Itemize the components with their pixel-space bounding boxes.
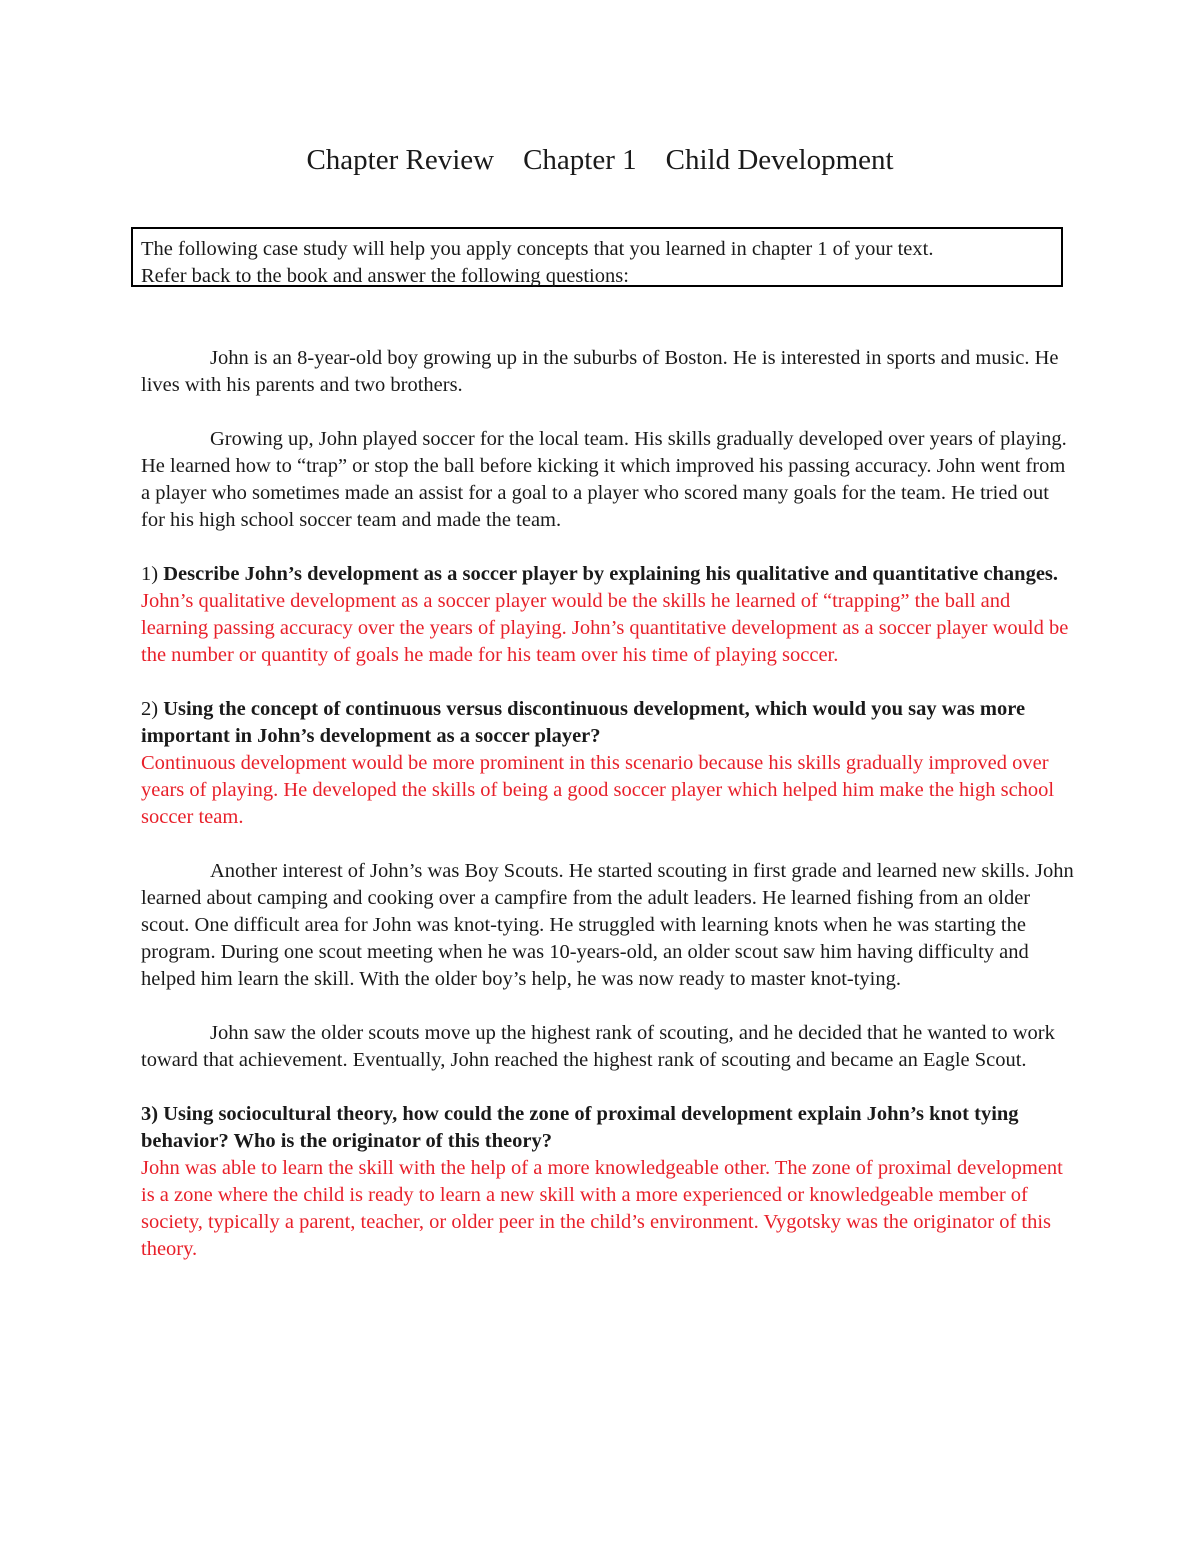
question-2-text: Using the concept of continuous versus discontinuous development, which would you say was more important in John’s development as a soccer player? [141, 698, 1026, 747]
instructions-line-1: The following case study will help you apply concepts that you learned in chapter 1 of your text. [141, 238, 934, 260]
page-title: Chapter Review Chapter 1 Child Development [306, 144, 894, 176]
case-paragraph-4: John saw the older scouts move up the highest rank of scouting, and he decided that he wanted to work toward that achievement. Eventually, John reached the highest rank of scouting and became an Eagle Scout. [141, 1022, 1055, 1071]
instructions-box [131, 227, 1063, 287]
answer-3: John was able to learn the skill with the help of a more knowledgeable other. The zone of proximal development is a zone where the child is ready to learn a new skill with a more experienced or knowledgeable member of society, typically a parent, teacher, or older peer in the child’s environment. Vygotsky was the originator of this theory. [141, 1157, 1063, 1260]
question-3-text: Using sociocultural theory, how could the zone of proximal development explain John’s knot tying behavior? Who is the originator of this theory? [141, 1103, 1019, 1152]
instructions-line-2: Refer back to the book and answer the following questions: [141, 265, 629, 287]
case-paragraph-1: John is an 8-year-old boy growing up in the suburbs of Boston. He is interested in sports and music. He lives with his parents and two brothers. [141, 347, 1059, 396]
answer-1: John’s qualitative development as a soccer player would be the skills he learned of “trapping” the ball and learning passing accuracy over the years of playing. John’s quantitative development as a soccer player would be the number or quantity of goals he made for his team over his time of playing soccer. [141, 590, 1069, 666]
case-paragraph-2: Growing up, John played soccer for the local team. His skills gradually developed over years of playing. He learned how to “trap” or stop the ball before kicking it which improved his passing accuracy. John went from a player who sometimes made an assist for a goal to a player who scored many goals for the team. He tried out for his high school soccer team and made the team. [141, 428, 1067, 531]
question-1 [141, 561, 1076, 588]
case-paragraph-3: Another interest of John’s was Boy Scouts. He started scouting in first grade and learned new skills. John learned about camping and cooking over a campfire from the adult leaders. He learned fishing from an older scout. One difficult area for John was knot-tying. He struggled with learning knots when he was starting the program. During one scout meeting when he was 10-years-old, an older scout saw him having difficulty and helped him learn the skill. With the older boy’s help, he was now ready to master knot-tying. [141, 860, 1074, 990]
question-2 [141, 696, 1076, 750]
question-3-number: 3) [141, 1103, 159, 1125]
question-2-number: 2) [141, 698, 159, 720]
case-study-body [141, 345, 1076, 1290]
question-3 [141, 1101, 1076, 1155]
question-1-number: 1) [141, 563, 159, 585]
answer-2: Continuous development would be more prominent in this scenario because his skills gradually improved over years of playing. He developed the skills of being a good soccer player which helped him make the high school soccer team. [141, 752, 1055, 828]
question-1-text: Describe John’s development as a soccer player by explaining his qualitative and quantitative changes. [163, 563, 1059, 585]
